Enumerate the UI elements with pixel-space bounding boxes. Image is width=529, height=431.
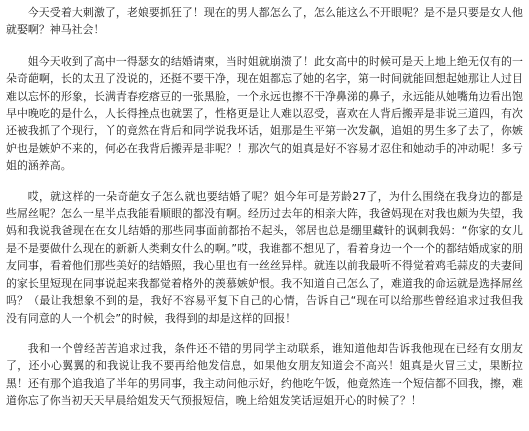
- article-paragraph-1: 今天受着大刺激了，老娘要抓狂了！现在的男人都怎么了，怎么能这么不开眼呢？是不是只要是女人他就娶啊？神马社会！: [6, 6, 523, 37]
- article-paragraph-3: 哎，就这样的一朵奇葩女子怎么就也要结婚了呢？姐今年可是芳龄27了，为什么围绕在我身边的都是些屌丝呢？怎么一星半点我能看顺眼的都没有啊。经历过去年的相亲大阵，我爸妈现在对我也颇为失望，我妈和我说我爸现在在女儿结婚的那些同事面前都抬不起头，邻居也总是绷里藏针的讽刺我妈：“你家的女儿是不是要做什么现在的新新人类剩女什么的啊。”哎，我谁都不想见了，看着身边一个一个的都结婚成家的朋友同事，看着他们那些美好的结婚照，我心里也有一丝丝异样。就连以前我最听不得觉着鸡毛蒜皮的夫妻间的家长里短现在同事说起来我都觉着格外的羡慕嫉妒恨。我不知道自己怎么了，难道我的命运就是选择屌丝吗？（最让我想象不到的是，我好不容易平复下自己的心情，告诉自己“现在可以给那些曾经追求过我但我没有同意的人一个机会”的时候，我得到的却是这样的回报！: [6, 189, 523, 325]
- article-paragraph-2: 姐今天收到了高中一得瑟女的结婚请柬，当时姐就崩溃了！此女高中的时候可是天上地上绝无仅有的一朵奇葩啊，长的太丑了没说的，还挺不要干净，现在姐都忘了她的名字，第一时间就能回想起她那让人过目难以忘怀的形象，长满青春疙瘩豆的一张黑脸，一个永远也擦不干净鼻涕的鼻子，永远能从她嘴角边看出饱早中晚吃的是什么，人长得挫点也就罢了，性格更是让人难以忍受，喜欢在人背后搬弄是非说三道四，有次还被我抓了个现行，丫的竟然在背后和同学说我坏话，姐那是生平第一次发飙，追姐的男生多了去了，你嫉妒也是嫉妒不来的，何必在我背后搬弄是非呢？！那次气的姐真是好不容易才忍住和她动手的冲动呢！多亏姐的涵养高。: [6, 54, 523, 173]
- article-paragraph-4: 我和一个曾经苦苦追求过我，条件还不错的男同学主动联系，谁知道他却告诉我他现在已经有女朋友了，还小心翼翼的和我说让我不要再给他发信息，如果他女朋友知道会不高兴！姐真是火冒三丈，果断拉黑！还有那个追我追了半年的男同事，我主动问他示好，约他吃午饭，他竟然连一个短信都不回我，擦，难道你忘了你当初天天早晨给姐发天气预报短信，晚上给姐发笑话逗姐开心的时候了？！: [6, 341, 523, 408]
